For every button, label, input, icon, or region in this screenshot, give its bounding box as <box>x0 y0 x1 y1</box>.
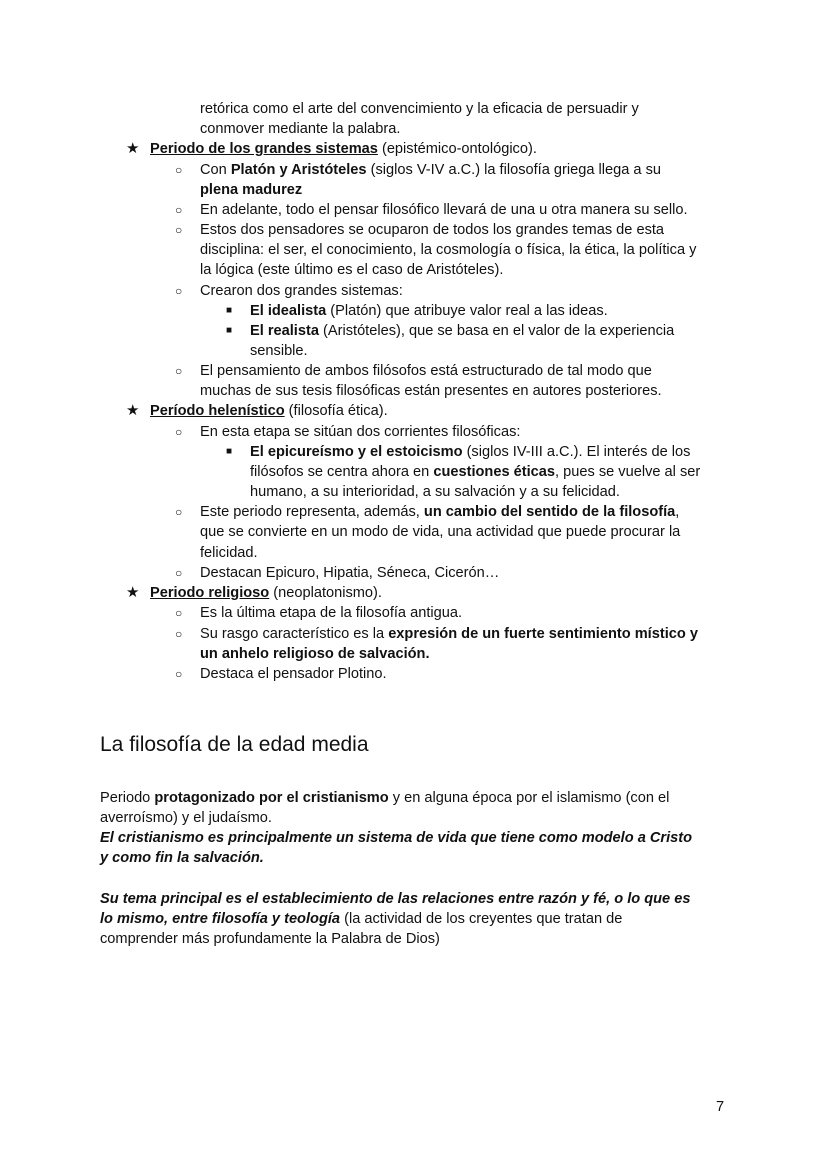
period-subtitle: (filosofía ética). <box>284 403 388 419</box>
circle-bullet-icon: ○ <box>175 606 183 620</box>
page-number: 7 <box>716 1099 725 1115</box>
period-subtitle: (neoplatonismo). <box>269 585 382 601</box>
sub-list-item-cont: humano, a su interioridad, a su salvación y a su felicidad. <box>250 484 620 500</box>
period-heading <box>150 401 388 421</box>
section-heading: La filosofía de la edad media <box>100 733 369 756</box>
paragraph-line: comprender más profundamente la Palabra de Dios) <box>100 931 440 947</box>
star-bullet-icon: ★ <box>126 402 140 419</box>
list-item-cont: plena madurez <box>200 182 303 198</box>
list-item: Es la última etapa de la filosofía antigua. <box>200 605 463 621</box>
circle-bullet-icon: ○ <box>175 364 183 378</box>
circle-bullet-icon: ○ <box>175 163 183 177</box>
period-title: Periodo religioso <box>150 585 270 601</box>
circle-bullet-icon: ○ <box>175 425 183 439</box>
list-item-cont: felicidad. <box>200 545 258 561</box>
circle-bullet-icon: ○ <box>175 284 183 298</box>
list-item: Crearon dos grandes sistemas: <box>200 283 403 299</box>
list-item-cont: muchas de sus tesis filosóficas están presentes en autores posteriores. <box>200 383 662 399</box>
circle-bullet-icon: ○ <box>175 223 183 237</box>
list-item: Destacan Epicuro, Hipatia, Séneca, Cicerón… <box>200 565 500 581</box>
period-heading <box>150 139 537 159</box>
period-subtitle: (epistémico-ontológico). <box>377 141 537 157</box>
period-heading <box>150 583 382 603</box>
period-title: Periodo de los grandes sistemas <box>150 141 378 157</box>
list-item: Con Platón y Aristóteles (siglos V-IV a.C.) la filosofía griega llega a su <box>200 162 661 178</box>
sub-list-item: El epicureísmo y el estoicismo (siglos IV-III a.C.). El interés de los <box>250 444 691 460</box>
circle-bullet-icon: ○ <box>175 203 183 217</box>
list-item-cont: un anhelo religioso de salvación. <box>200 646 430 662</box>
list-item-cont: la lógica (este último es el caso de Aristóteles). <box>200 262 504 278</box>
paragraph-line: averroísmo) y el judaísmo. <box>100 810 272 826</box>
sub-list-item: El idealista (Platón) que atribuye valor real a las ideas. <box>250 303 608 319</box>
text-line: retórica como el arte del convencimiento y la eficacia de persuadir y <box>200 101 639 117</box>
star-bullet-icon: ★ <box>126 140 140 157</box>
list-item: Este periodo representa, además, un cambio del sentido de la filosofía, <box>200 504 680 520</box>
sub-list-item-cont: filósofos se centra ahora en cuestiones éticas, pues se vuelve al ser <box>250 464 701 480</box>
paragraph-line: y como fin la salvación. <box>100 850 264 866</box>
list-item: En adelante, todo el pensar filosófico llevará de una u otra manera su sello. <box>200 202 688 218</box>
list-item-cont: disciplina: el ser, el conocimiento, la cosmología o física, la ética, la política y <box>200 242 697 258</box>
sub-list-item-cont: sensible. <box>250 343 308 359</box>
list-item: Destaca el pensador Plotino. <box>200 666 387 682</box>
list-item: En esta etapa se sitúan dos corrientes filosóficas: <box>200 424 521 440</box>
list-item: Estos dos pensadores se ocuparon de todos los grandes temas de esta <box>200 222 665 238</box>
circle-bullet-icon: ○ <box>175 566 183 580</box>
square-bullet-icon: ■ <box>226 325 233 336</box>
circle-bullet-icon: ○ <box>175 505 183 519</box>
paragraph-line: lo mismo, entre filosofía y teología (la actividad de los creyentes que tratan de <box>100 911 623 927</box>
list-item-cont: que se convierte en un modo de vida, una actividad que puede procurar la <box>200 524 681 540</box>
square-bullet-icon: ■ <box>226 305 233 316</box>
paragraph-line: Periodo protagonizado por el cristianismo y en alguna época por el islamismo (con el <box>100 790 670 806</box>
list-item: Su rasgo característico es la expresión de un fuerte sentimiento místico y <box>200 626 698 642</box>
star-bullet-icon: ★ <box>126 584 140 601</box>
paragraph-line: Su tema principal es el establecimiento de las relaciones entre razón y fé, o lo que es <box>100 891 691 907</box>
sub-list-item: El realista (Aristóteles), que se basa en el valor de la experiencia <box>250 323 675 339</box>
list-item: El pensamiento de ambos filósofos está estructurado de tal modo que <box>200 363 652 379</box>
paragraph-line: El cristianismo es principalmente un sistema de vida que tiene como modelo a Cristo <box>100 830 693 846</box>
circle-bullet-icon: ○ <box>175 627 183 641</box>
text-line: conmover mediante la palabra. <box>200 121 401 137</box>
square-bullet-icon: ■ <box>226 446 233 457</box>
period-title: Período helenístico <box>150 403 285 419</box>
circle-bullet-icon: ○ <box>175 667 183 681</box>
